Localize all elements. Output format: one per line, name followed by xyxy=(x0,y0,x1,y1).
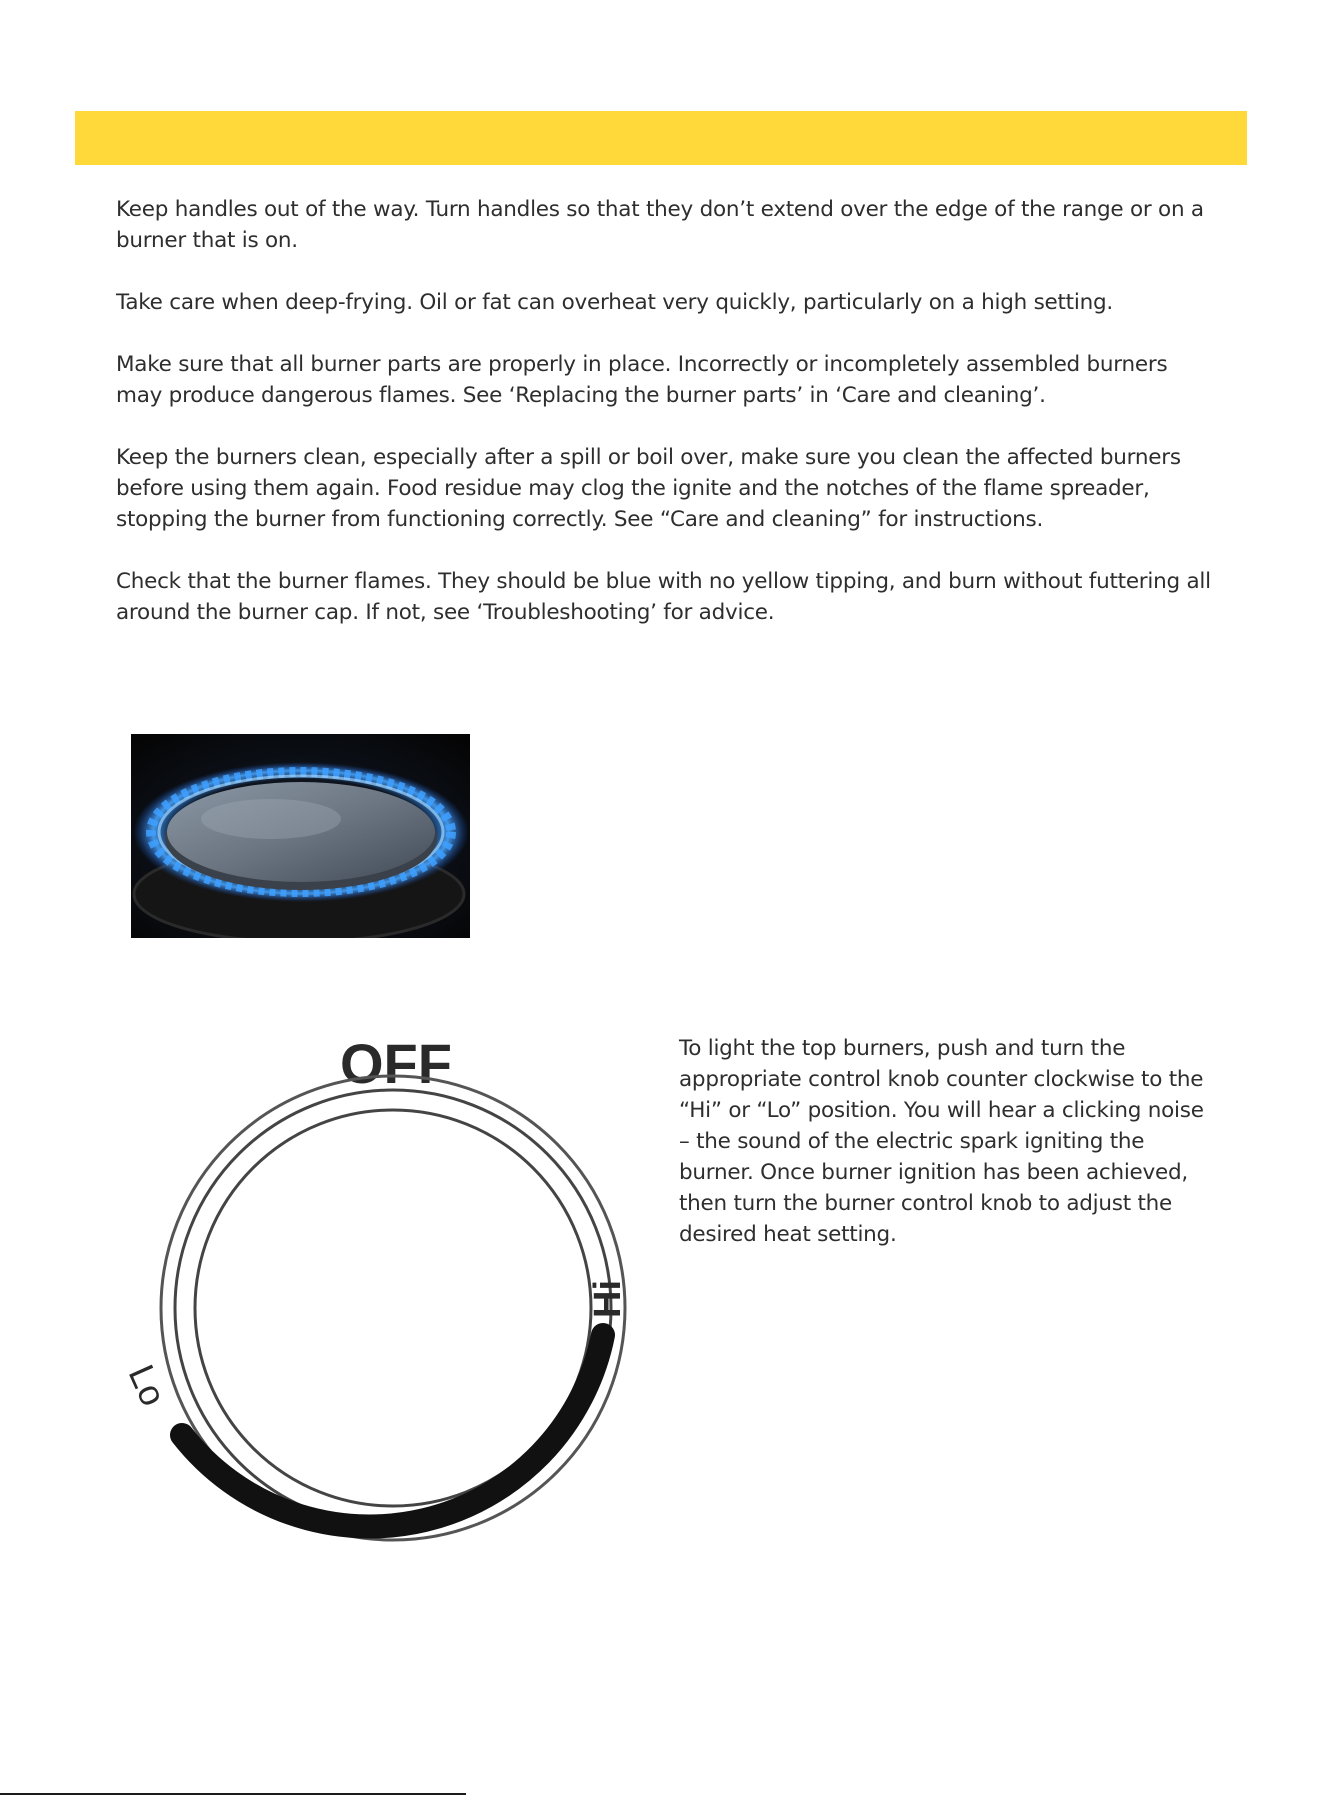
paragraph-burner-parts: Make sure that all burner parts are properly in place. Incorrectly or incompletely assembled burners may produce dangerous flames. See ‘Replacing the burner parts’ in ‘Care and cleaning’. xyxy=(116,352,1168,408)
lo-label: Lo xyxy=(120,1358,175,1412)
control-knob-diagram xyxy=(118,1020,628,1550)
paragraph-check-flames: Check that the burner flames. They should be blue with no yellow tipping, and burn without futtering all around the burner cap. If not, see ‘Troubleshooting’ for advice. xyxy=(116,569,1211,625)
hi-label: Hi xyxy=(587,1280,628,1318)
paragraph-deep-frying: Take care when deep-frying. Oil or fat can overheat very quickly, particularly on a high setting. xyxy=(116,290,1113,315)
off-label: OFF xyxy=(340,1032,452,1095)
paragraph-clean-burners: Keep the burners clean, especially after a spill or boil over, make sure you clean the affected burners before using them again. Food residue may clog the ignite and the notches of the flame spreader, stopping the burner from functioning correctly. See “Care and cleaning” for instructions. xyxy=(116,445,1181,532)
paragraph-handles: Keep handles out of the way. Turn handles so that they don’t extend over the edge of the range or on a burner that is on. xyxy=(116,197,1204,253)
section-header-bar xyxy=(75,111,1247,165)
safety-instructions xyxy=(116,194,1216,659)
burner-flame-photo xyxy=(131,734,470,938)
footer-divider xyxy=(0,1793,466,1795)
knob-instructions: To light the top burners, push and turn the appropriate control knob counter clockwise to the “Hi” or “Lo” position. You will hear a clicking noise – the sound of the electric spark igniting the burner. Once burner ignition has been achieved, then turn the burner control knob to adjust the desired heat setting. xyxy=(679,1036,1204,1247)
